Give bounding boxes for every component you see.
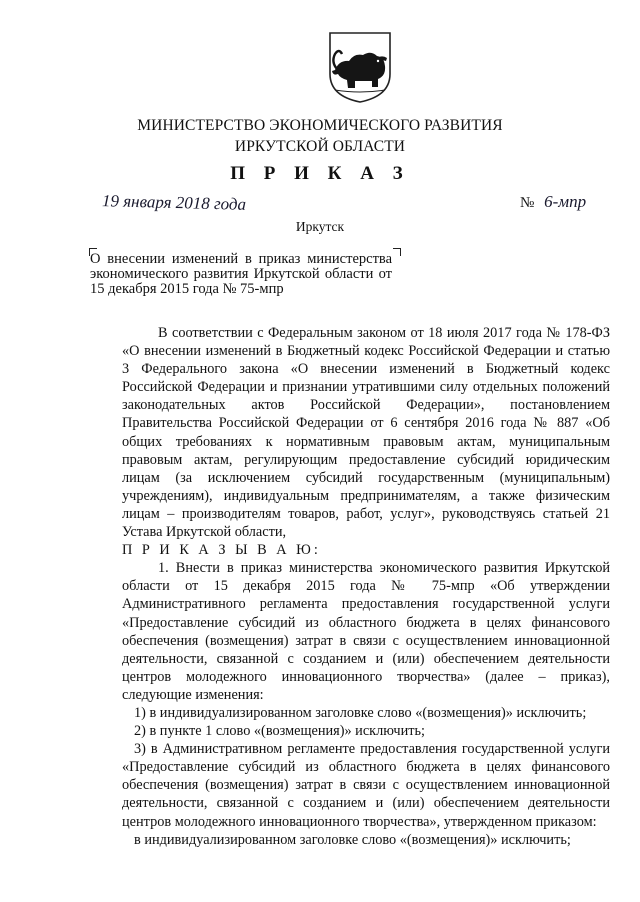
subitem-1: 1) в индивидуализированном заголовке слово «(возмещения)» исключить; <box>134 704 587 721</box>
ministry-name-line1: МИНИСТЕРСТВО ЭКОНОМИЧЕСКОГО РАЗВИТИЯ <box>137 117 503 134</box>
city-name: Иркутск <box>295 219 345 234</box>
handwritten-date: 19 января 2018 года <box>101 191 247 214</box>
order-word: П Р И К А З Ы В А Ю: <box>122 542 321 559</box>
coat-of-arms-icon <box>327 30 393 104</box>
subitem-3a: в индивидуализированном заголовке слово «(возмещения)» исключить; <box>134 831 571 848</box>
subitem-2: 2) в пункте 1 слово «(возмещения)» исключить; <box>134 723 425 740</box>
item-1-paragraph: 1. Внести в приказ министерства экономического развития Иркутской области от 15 декабря 2015 года № 75-мпр «Об утверждении Административного регламента предоставления государственной услуги «Предоставление субсидий из областного бюджета в целях финансового обеспечения (возмещения) затрат в связи с осуществлением инновационной деятельности, связанной с созданием и (или) обеспечением деятельности центров молодежного инновационного творчества» (далее – приказ), следующие изменения: <box>122 560 610 703</box>
ministry-name-line2: ИРКУТСКОЙ ОБЛАСТИ <box>234 138 406 155</box>
document-body <box>122 324 610 849</box>
subject-heading: О внесении изменений в приказ министерства экономического развития Иркутской области от 15 декабря 2015 года № 75-мпр <box>90 251 392 297</box>
preamble-paragraph: В соответствии с Федеральным законом от 18 июля 2017 года № 178-ФЗ «О внесении изменений в Бюджетный кодекс Российской Федерации и статью 3 Федерального закона «О внесении изменений в Бюджетный кодекс Российской Федерации и признании утратившими силу отдельных положений законодательных актов Российской Федерации», постановлением Правительства Российской Федерации от 6 сентября 2016 года № 887 «Об общих требованиях к нормативным правовым актам, муниципальным правовым актам, регулирующим предоставление субсидий юридическим лицам (за исключением субсидий государственным (муниципальным) учреждениям), индивидуальным предпринимателям, а также физическим лицам – производителям товаров, работ, услуг», руководствуясь статьей 21 Устава Иркутской области, <box>122 325 610 541</box>
document-type-title: П Р И К А З <box>230 163 410 184</box>
handwritten-number: 6-мпр <box>544 192 587 211</box>
subitem-3: 3) в Административном регламенте предоставления государственной услуги «Предоставление субсидий из областного бюджета в целях финансового обеспечения (возмещения) затрат в связи с осуществлением инновационной деятельности, связанной с созданием и (или) обеспечением деятельности центров молодежного инновационного творчества», утвержденном приказом: <box>122 741 610 830</box>
number-label: № <box>520 195 535 211</box>
subject-corner-right <box>393 248 401 256</box>
order-number <box>520 192 586 212</box>
